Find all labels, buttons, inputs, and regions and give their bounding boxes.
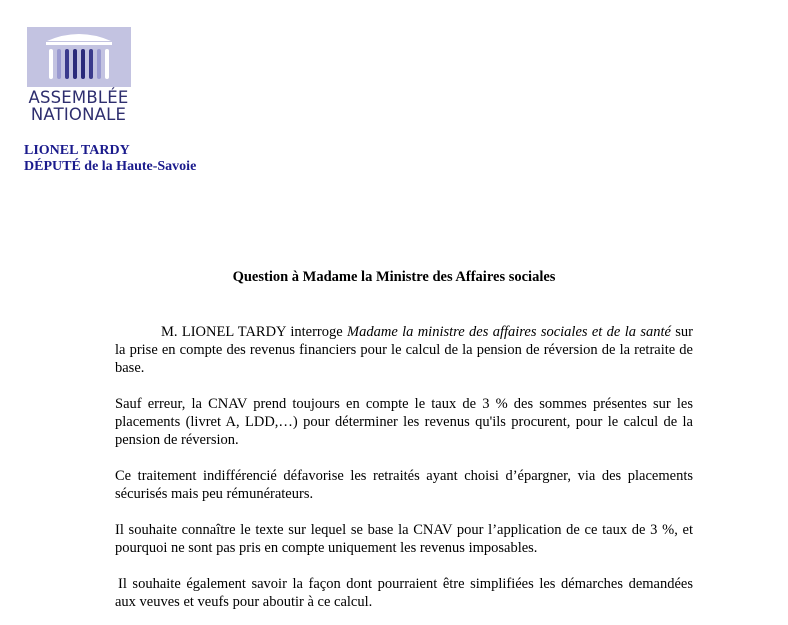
logo-wordmark	[25, 89, 132, 123]
paragraph-3: Ce traitement indifférencié défavorise les retraités ayant choisi d’épargner, via des placements sécurisés mais peu rémunérateurs.	[115, 468, 693, 502]
deputy-name: LIONEL TARDY	[24, 143, 130, 158]
hemicycle-emblem	[27, 27, 131, 87]
deputy-title: DÉPUTÉ de la Haute-Savoie	[24, 159, 197, 174]
question-title: Question à Madame la Ministre des Affaires sociales	[232, 269, 556, 285]
paragraph-2: Sauf erreur, la CNAV prend toujours en compte le taux de 3 % des sommes présentes sur les placements (livret A, LDD,…) pour déterminer les revenus qu'ils procurent, pour le calcul de la pension de réversion.	[115, 396, 693, 448]
paragraph-1	[115, 323, 693, 377]
logo-line-1: ASSEMBLÉE	[28, 88, 129, 107]
p1-addressee: Madame la ministre des affaires sociales et de la santé	[347, 324, 671, 340]
p1-intro: M. LIONEL TARDY interroge	[161, 324, 348, 340]
question-body	[115, 323, 693, 611]
paragraph-4: Il souhaite connaître le texte sur lequel se base la CNAV pour l’application de ce taux de 3 %, et pourquoi ne sont pas pris en compte uniquement les revenus imposables.	[115, 522, 693, 556]
paragraph-5: Il souhaite également savoir la façon dont pourraient être simplifiées les démarches demandées aux veuves et veufs pour aboutir à ce calcul.	[115, 576, 693, 610]
assemblee-nationale-logo	[25, 27, 132, 125]
deputy-block	[24, 143, 196, 175]
p1-rest: sur la prise en compte des revenus financiers pour le calcul de la pension de réversion de la retraite de base.	[115, 324, 693, 376]
hemicycle-icon	[27, 27, 131, 87]
logo-line-2: NATIONALE	[30, 105, 127, 124]
